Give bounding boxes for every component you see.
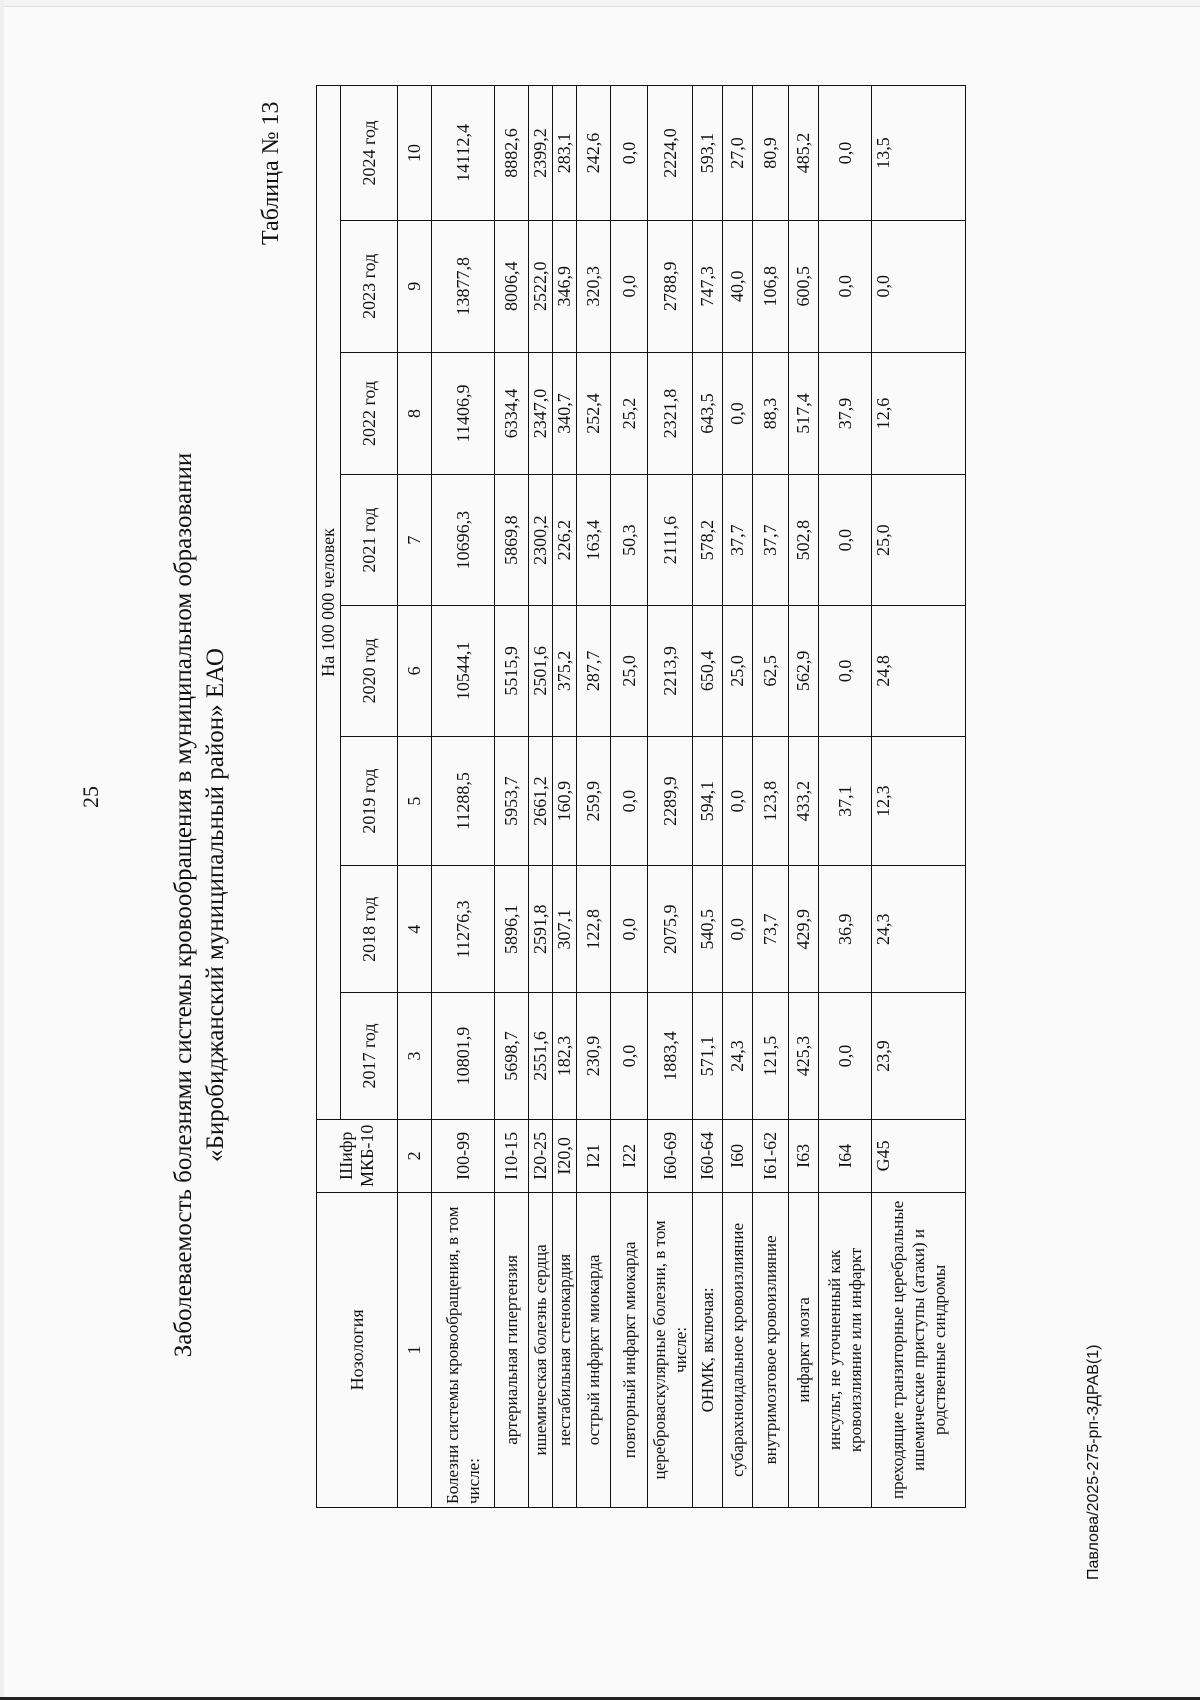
- row-value: 73,7: [753, 866, 789, 993]
- row-nozologia: острый инфаркт миокарда: [577, 1192, 611, 1507]
- row-value: 5953,7: [495, 736, 529, 866]
- row-value: 37,1: [819, 736, 872, 866]
- row-value: 283,1: [553, 86, 577, 221]
- header-year-6: 2022 год: [341, 352, 398, 475]
- row-value: 88,3: [753, 352, 789, 475]
- row-value: 25,0: [872, 475, 966, 606]
- row-nozologia: преходящие транзиторные церебральные ишемические приступы (атаки) и родственные синдромы: [872, 1192, 966, 1507]
- row-value: 0,0: [819, 220, 872, 352]
- row-icd-code: I61-62: [753, 1119, 789, 1192]
- row-value: 160,9: [553, 736, 577, 866]
- row-value: 5515,9: [495, 606, 529, 737]
- column-number: 9: [398, 220, 432, 352]
- row-value: 594,1: [693, 736, 723, 866]
- row-value: 11276,3: [432, 866, 495, 993]
- row-value: 320,3: [577, 220, 611, 352]
- row-value: 25,0: [723, 606, 753, 737]
- row-value: 425,3: [789, 993, 819, 1120]
- row-value: 11406,9: [432, 352, 495, 475]
- row-icd-code: I60-69: [648, 1119, 693, 1192]
- row-value: 13877,8: [432, 220, 495, 352]
- row-value: 8006,4: [495, 220, 529, 352]
- row-value: 593,1: [693, 86, 723, 221]
- row-value: 230,9: [577, 993, 611, 1120]
- column-number: 10: [398, 86, 432, 221]
- row-value: 0,0: [611, 993, 648, 1120]
- row-value: 123,8: [753, 736, 789, 866]
- header-nozologia: Нозология: [317, 1192, 398, 1507]
- row-value: 0,0: [723, 866, 753, 993]
- column-number: 7: [398, 475, 432, 606]
- header-year-8: 2024 год: [341, 86, 398, 221]
- row-value: 252,4: [577, 352, 611, 475]
- row-value: 2591,8: [529, 866, 553, 993]
- row-value: 122,8: [577, 866, 611, 993]
- row-nozologia: артериальная гипертензия: [495, 1192, 529, 1507]
- title-line-1: Заболеваемость болезнями системы кровообращения в муниципальном образовании: [170, 452, 197, 1358]
- row-value: 11288,5: [432, 736, 495, 866]
- row-value: 2522,0: [529, 220, 553, 352]
- header-icd-code: Шифр МКБ-10: [317, 1119, 398, 1192]
- row-value: 242,6: [577, 86, 611, 221]
- row-value: 5869,8: [495, 475, 529, 606]
- row-value: 2075,9: [648, 866, 693, 993]
- row-icd-code: I20-25: [529, 1119, 553, 1192]
- row-value: 650,4: [693, 606, 723, 737]
- row-value: 121,5: [753, 993, 789, 1120]
- row-value: 27,0: [723, 86, 753, 221]
- row-nozologia: инфаркт мозга: [789, 1192, 819, 1507]
- row-value: 485,2: [789, 86, 819, 221]
- column-number: 8: [398, 352, 432, 475]
- row-value: 37,9: [819, 352, 872, 475]
- row-value: 23,9: [872, 993, 966, 1120]
- table-row: [611, 86, 648, 1508]
- table-row: [553, 86, 577, 1508]
- row-icd-code: I20,0: [553, 1119, 577, 1192]
- row-value: 0,0: [819, 475, 872, 606]
- column-number: 5: [398, 736, 432, 866]
- table-row: [753, 86, 789, 1508]
- row-value: 182,3: [553, 993, 577, 1120]
- row-value: 643,5: [693, 352, 723, 475]
- row-value: 6334,4: [495, 352, 529, 475]
- row-value: 25,2: [611, 352, 648, 475]
- scan-edge-left: [0, 0, 4, 1700]
- row-value: 106,8: [753, 220, 789, 352]
- row-nozologia: субарахноидальное кровоизлияние: [723, 1192, 753, 1507]
- row-value: 2347,0: [529, 352, 553, 475]
- row-value: 0,0: [872, 220, 966, 352]
- row-value: 24,3: [723, 993, 753, 1120]
- row-value: 600,5: [789, 220, 819, 352]
- row-value: 578,2: [693, 475, 723, 606]
- row-value: 10696,3: [432, 475, 495, 606]
- row-value: 502,8: [789, 475, 819, 606]
- row-value: 12,3: [872, 736, 966, 866]
- row-nozologia: цереброваскулярные болезни, в том числе:: [648, 1192, 693, 1507]
- column-number: 4: [398, 866, 432, 993]
- row-value: 2300,2: [529, 475, 553, 606]
- row-value: 346,9: [553, 220, 577, 352]
- document-title: [168, 285, 232, 1525]
- row-value: 2224,0: [648, 86, 693, 221]
- table-row: [819, 86, 872, 1508]
- row-value: 80,9: [753, 86, 789, 221]
- morbidity-table: [316, 85, 966, 1508]
- row-value: 2321,8: [648, 352, 693, 475]
- row-value: 0,0: [819, 993, 872, 1120]
- row-value: 8882,6: [495, 86, 529, 221]
- row-value: 287,7: [577, 606, 611, 737]
- row-value: 36,9: [819, 866, 872, 993]
- header-year-1: 2017 год: [341, 993, 398, 1120]
- row-value: 2501,6: [529, 606, 553, 737]
- row-value: 0,0: [611, 736, 648, 866]
- row-value: 12,6: [872, 352, 966, 475]
- row-value: 433,2: [789, 736, 819, 866]
- table-row: [495, 86, 529, 1508]
- table-number: Таблица № 13: [258, 101, 284, 245]
- column-number: 3: [398, 993, 432, 1120]
- rotated-content: [168, 85, 948, 1525]
- row-value: 10801,9: [432, 993, 495, 1120]
- row-value: 24,8: [872, 606, 966, 737]
- row-nozologia: внутримозговое кровоизлияние: [753, 1192, 789, 1507]
- row-value: 13,5: [872, 86, 966, 221]
- header-year-3: 2019 год: [341, 736, 398, 866]
- row-value: 2788,9: [648, 220, 693, 352]
- row-value: 1883,4: [648, 993, 693, 1120]
- row-icd-code: I63: [789, 1119, 819, 1192]
- column-number: 2: [398, 1119, 432, 1192]
- row-value: 24,3: [872, 866, 966, 993]
- row-value: 540,5: [693, 866, 723, 993]
- row-value: 2399,2: [529, 86, 553, 221]
- title-line-2: «Биробиджанский муниципальный район» ЕАО: [202, 648, 229, 1163]
- row-value: 40,0: [723, 220, 753, 352]
- row-value: 2111,6: [648, 475, 693, 606]
- column-number: 1: [398, 1192, 432, 1507]
- row-nozologia: Болезни системы кровообращения, в том числе:: [432, 1192, 495, 1507]
- row-value: 375,2: [553, 606, 577, 737]
- row-value: 562,9: [789, 606, 819, 737]
- row-value: 226,2: [553, 475, 577, 606]
- footer-document-code: Павлова/2025-275-рп-ЗДРАВ(1): [1085, 1344, 1102, 1580]
- row-value: 2661,2: [529, 736, 553, 866]
- row-icd-code: I10-15: [495, 1119, 529, 1192]
- row-icd-code: I22: [611, 1119, 648, 1192]
- page-number: 25: [78, 786, 103, 808]
- row-value: 307,1: [553, 866, 577, 993]
- row-value: 25,0: [611, 606, 648, 737]
- table-row: [723, 86, 753, 1508]
- row-nozologia: повторный инфаркт миокарда: [611, 1192, 648, 1507]
- row-value: 2289,9: [648, 736, 693, 866]
- row-value: 0,0: [611, 866, 648, 993]
- row-value: 259,9: [577, 736, 611, 866]
- row-icd-code: I60: [723, 1119, 753, 1192]
- header-year-7: 2023 год: [341, 220, 398, 352]
- header-year-4: 2020 год: [341, 606, 398, 737]
- row-icd-code: I64: [819, 1119, 872, 1192]
- row-value: 2213,9: [648, 606, 693, 737]
- table-row: [872, 86, 966, 1508]
- row-value: 37,7: [753, 475, 789, 606]
- row-value: 0,0: [611, 86, 648, 221]
- row-nozologia: ишемическая болезнь сердца: [529, 1192, 553, 1507]
- row-value: 0,0: [723, 352, 753, 475]
- row-value: 0,0: [611, 220, 648, 352]
- table-row: [432, 86, 495, 1508]
- row-icd-code: G45: [872, 1119, 966, 1192]
- row-value: 340,7: [553, 352, 577, 475]
- row-value: 5896,1: [495, 866, 529, 993]
- table-row: [789, 86, 819, 1508]
- column-number: 6: [398, 606, 432, 737]
- table-row: [693, 86, 723, 1508]
- row-nozologia: нестабильная стенокардия: [553, 1192, 577, 1507]
- row-value: 0,0: [819, 606, 872, 737]
- row-nozologia: ОНМК, включая:: [693, 1192, 723, 1507]
- row-value: 14112,4: [432, 86, 495, 221]
- row-nozologia: инсульт, не уточненный как кровоизлияние или инфаркт: [819, 1192, 872, 1507]
- row-value: 0,0: [723, 736, 753, 866]
- row-icd-code: I00-99: [432, 1119, 495, 1192]
- row-value: 163,4: [577, 475, 611, 606]
- row-value: 50,3: [611, 475, 648, 606]
- row-value: 2551,6: [529, 993, 553, 1120]
- header-year-2: 2018 год: [341, 866, 398, 993]
- row-value: 747,3: [693, 220, 723, 352]
- row-value: 0,0: [819, 86, 872, 221]
- header-per-100000: На 100 000 человек: [317, 86, 341, 1120]
- row-value: 5698,7: [495, 993, 529, 1120]
- table-row: [577, 86, 611, 1508]
- row-value: 571,1: [693, 993, 723, 1120]
- row-icd-code: I60-64: [693, 1119, 723, 1192]
- row-value: 517,4: [789, 352, 819, 475]
- scan-edge-top: [0, 0, 1200, 7]
- row-value: 37,7: [723, 475, 753, 606]
- row-value: 429,9: [789, 866, 819, 993]
- row-icd-code: I21: [577, 1119, 611, 1192]
- table-row: [648, 86, 693, 1508]
- table-row: [529, 86, 553, 1508]
- row-value: 62,5: [753, 606, 789, 737]
- row-value: 10544,1: [432, 606, 495, 737]
- header-year-5: 2021 год: [341, 475, 398, 606]
